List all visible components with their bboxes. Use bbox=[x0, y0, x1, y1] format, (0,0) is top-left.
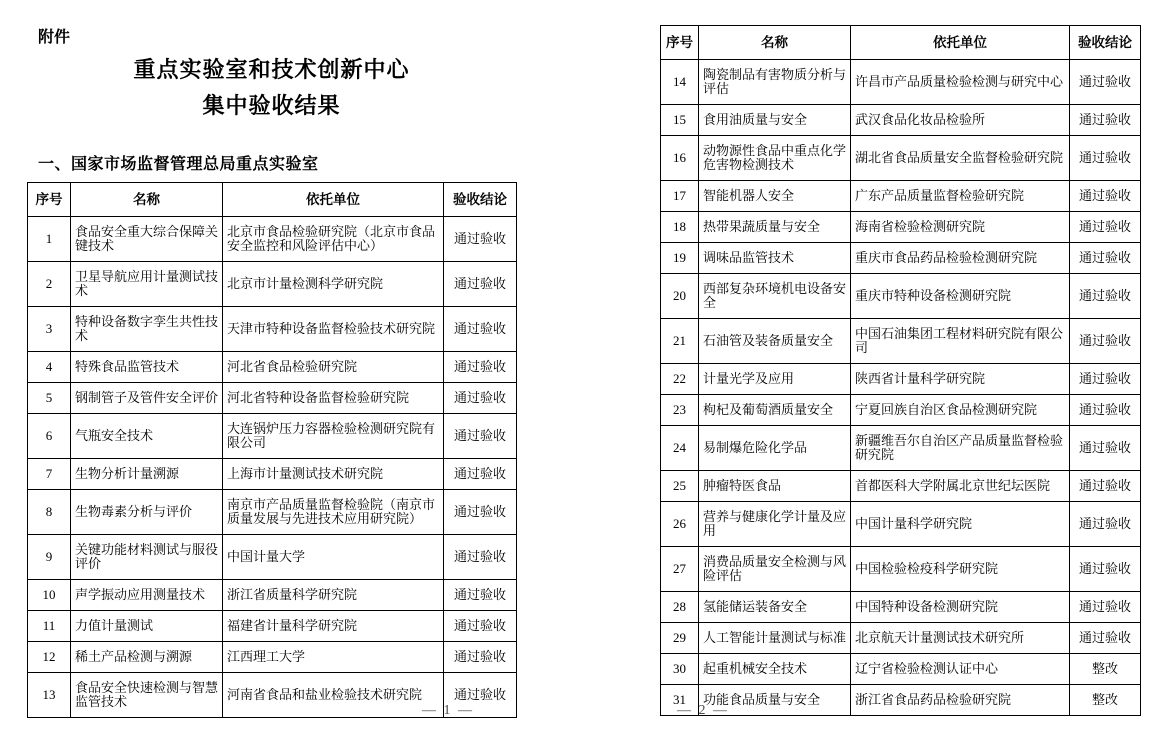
cell-no: 21 bbox=[661, 319, 699, 364]
document-title-line1: 重点实验室和技术创新中心 bbox=[133, 57, 410, 82]
cell-name: 肿瘤特医食品 bbox=[699, 471, 851, 502]
cell-no: 13 bbox=[28, 673, 71, 718]
table-row bbox=[661, 243, 1141, 274]
cell-no: 15 bbox=[661, 105, 699, 136]
section-heading: 一、国家市场监督管理总局重点实验室 bbox=[38, 156, 319, 173]
cell-result: 通过验收 bbox=[444, 307, 517, 352]
cell-no: 1 bbox=[28, 217, 71, 262]
cell-no: 17 bbox=[661, 181, 699, 212]
cell-name: 卫星导航应用计量测试技术 bbox=[71, 262, 223, 307]
cell-result: 通过验收 bbox=[1070, 502, 1141, 547]
header-result: 验收结论 bbox=[1070, 26, 1141, 60]
table-row bbox=[661, 181, 1141, 212]
cell-org: 广东产品质量监督检验研究院 bbox=[851, 181, 1070, 212]
cell-name: 声学振动应用测量技术 bbox=[71, 580, 223, 611]
cell-no: 24 bbox=[661, 426, 699, 471]
cell-result: 通过验收 bbox=[444, 414, 517, 459]
header-row bbox=[661, 26, 1141, 60]
cell-org: 大连锅炉压力容器检验检测研究院有限公司 bbox=[223, 414, 444, 459]
header-name: 名称 bbox=[699, 26, 851, 60]
cell-result: 通过验收 bbox=[444, 673, 517, 718]
cell-org: 浙江省质量科学研究院 bbox=[223, 580, 444, 611]
cell-no: 8 bbox=[28, 490, 71, 535]
document-title-line2: 集中验收结果 bbox=[202, 93, 341, 118]
cell-name: 稀土产品检测与溯源 bbox=[71, 642, 223, 673]
results-table-page2 bbox=[660, 25, 1141, 716]
table-row bbox=[28, 642, 517, 673]
cell-result: 通过验收 bbox=[444, 611, 517, 642]
cell-name: 力值计量测试 bbox=[71, 611, 223, 642]
header-org: 依托单位 bbox=[851, 26, 1070, 60]
cell-result: 通过验收 bbox=[444, 262, 517, 307]
table-row bbox=[661, 274, 1141, 319]
cell-no: 29 bbox=[661, 623, 699, 654]
cell-org: 陕西省计量科学研究院 bbox=[851, 364, 1070, 395]
cell-name: 消费品质量安全检测与风险评估 bbox=[699, 547, 851, 592]
cell-no: 5 bbox=[28, 383, 71, 414]
cell-result: 通过验收 bbox=[444, 490, 517, 535]
table-row bbox=[661, 426, 1141, 471]
cell-name: 计量光学及应用 bbox=[699, 364, 851, 395]
cell-no: 6 bbox=[28, 414, 71, 459]
cell-result: 通过验收 bbox=[1070, 364, 1141, 395]
table-row bbox=[28, 307, 517, 352]
cell-no: 3 bbox=[28, 307, 71, 352]
cell-org: 中国计量科学研究院 bbox=[851, 502, 1070, 547]
page-number-2: — 2 — bbox=[677, 703, 729, 718]
cell-org: 中国检验检疫科学研究院 bbox=[851, 547, 1070, 592]
cell-name: 特种设备数字孪生共性技术 bbox=[71, 307, 223, 352]
cell-result: 通过验收 bbox=[444, 217, 517, 262]
cell-result: 通过验收 bbox=[1070, 274, 1141, 319]
cell-result: 通过验收 bbox=[1070, 243, 1141, 274]
cell-org: 上海市计量测试技术研究院 bbox=[223, 459, 444, 490]
cell-result: 通过验收 bbox=[1070, 592, 1141, 623]
cell-no: 10 bbox=[28, 580, 71, 611]
cell-no: 9 bbox=[28, 535, 71, 580]
attachment-label: 附件 bbox=[38, 29, 71, 46]
table-row bbox=[661, 502, 1141, 547]
header-org: 依托单位 bbox=[223, 183, 444, 217]
cell-result: 整改 bbox=[1070, 685, 1141, 716]
results-table-page1 bbox=[27, 182, 517, 718]
table-row bbox=[28, 352, 517, 383]
cell-result: 通过验收 bbox=[1070, 212, 1141, 243]
header-no: 序号 bbox=[661, 26, 699, 60]
cell-org: 河北省特种设备监督检验研究院 bbox=[223, 383, 444, 414]
table-row bbox=[661, 60, 1141, 105]
cell-org: 南京市产品质量监督检验院（南京市质量发展与先进技术应用研究院） bbox=[223, 490, 444, 535]
cell-result: 通过验收 bbox=[1070, 105, 1141, 136]
table-row bbox=[661, 471, 1141, 502]
cell-name: 食品安全快速检测与智慧监管技术 bbox=[71, 673, 223, 718]
cell-org: 新疆维吾尔自治区产品质量监督检验研究院 bbox=[851, 426, 1070, 471]
table-row bbox=[661, 364, 1141, 395]
cell-org: 许昌市产品质量检验检测与研究中心 bbox=[851, 60, 1070, 105]
table-row bbox=[661, 592, 1141, 623]
cell-result: 通过验收 bbox=[1070, 623, 1141, 654]
cell-org: 河北省食品检验研究院 bbox=[223, 352, 444, 383]
cell-org: 北京市食品检验研究院（北京市食品安全监控和风险评估中心） bbox=[223, 217, 444, 262]
table-row bbox=[661, 105, 1141, 136]
cell-org: 重庆市特种设备检测研究院 bbox=[851, 274, 1070, 319]
table-row bbox=[661, 623, 1141, 654]
cell-name: 石油管及装备质量安全 bbox=[699, 319, 851, 364]
cell-no: 30 bbox=[661, 654, 699, 685]
document-title bbox=[27, 52, 516, 124]
header-result: 验收结论 bbox=[444, 183, 517, 217]
cell-name: 陶瓷制品有害物质分析与评估 bbox=[699, 60, 851, 105]
cell-name: 生物分析计量溯源 bbox=[71, 459, 223, 490]
cell-name: 枸杞及葡萄酒质量安全 bbox=[699, 395, 851, 426]
table-row bbox=[28, 580, 517, 611]
cell-org: 海南省检验检测研究院 bbox=[851, 212, 1070, 243]
cell-org: 宁夏回族自治区食品检测研究院 bbox=[851, 395, 1070, 426]
cell-no: 28 bbox=[661, 592, 699, 623]
cell-result: 通过验收 bbox=[1070, 395, 1141, 426]
cell-name: 钢制管子及管件安全评价 bbox=[71, 383, 223, 414]
cell-no: 19 bbox=[661, 243, 699, 274]
cell-no: 7 bbox=[28, 459, 71, 490]
table-row bbox=[28, 611, 517, 642]
cell-org: 中国石油集团工程材料研究院有限公司 bbox=[851, 319, 1070, 364]
cell-no: 26 bbox=[661, 502, 699, 547]
cell-name: 关键功能材料测试与服役评价 bbox=[71, 535, 223, 580]
cell-result: 通过验收 bbox=[1070, 319, 1141, 364]
cell-no: 31 bbox=[661, 685, 699, 716]
cell-no: 16 bbox=[661, 136, 699, 181]
cell-org: 中国计量大学 bbox=[223, 535, 444, 580]
cell-no: 23 bbox=[661, 395, 699, 426]
cell-no: 4 bbox=[28, 352, 71, 383]
cell-no: 18 bbox=[661, 212, 699, 243]
table-row bbox=[661, 319, 1141, 364]
header-no: 序号 bbox=[28, 183, 71, 217]
cell-no: 27 bbox=[661, 547, 699, 592]
table-row bbox=[28, 490, 517, 535]
header-name: 名称 bbox=[71, 183, 223, 217]
page-number-1: — 1 — bbox=[422, 703, 474, 718]
header-row bbox=[28, 183, 517, 217]
cell-org: 浙江省食品药品检验研究院 bbox=[851, 685, 1070, 716]
cell-name: 生物毒素分析与评价 bbox=[71, 490, 223, 535]
table-row bbox=[28, 217, 517, 262]
cell-result: 通过验收 bbox=[444, 459, 517, 490]
cell-name: 食用油质量与安全 bbox=[699, 105, 851, 136]
cell-result: 通过验收 bbox=[1070, 136, 1141, 181]
cell-name: 智能机器人安全 bbox=[699, 181, 851, 212]
cell-org: 北京航天计量测试技术研究所 bbox=[851, 623, 1070, 654]
cell-org: 北京市计量检测科学研究院 bbox=[223, 262, 444, 307]
cell-org: 江西理工大学 bbox=[223, 642, 444, 673]
table-row bbox=[28, 414, 517, 459]
cell-result: 通过验收 bbox=[1070, 471, 1141, 502]
cell-no: 25 bbox=[661, 471, 699, 502]
cell-name: 氢能储运装备安全 bbox=[699, 592, 851, 623]
table-row bbox=[661, 395, 1141, 426]
cell-org: 重庆市食品药品检验检测研究院 bbox=[851, 243, 1070, 274]
cell-name: 营养与健康化学计量及应用 bbox=[699, 502, 851, 547]
table-row bbox=[661, 654, 1141, 685]
cell-no: 14 bbox=[661, 60, 699, 105]
cell-result: 通过验收 bbox=[444, 642, 517, 673]
table-row bbox=[28, 535, 517, 580]
cell-org: 湖北省食品质量安全监督检验研究院 bbox=[851, 136, 1070, 181]
cell-org: 天津市特种设备监督检验技术研究院 bbox=[223, 307, 444, 352]
table-row bbox=[28, 459, 517, 490]
cell-name: 食品安全重大综合保障关键技术 bbox=[71, 217, 223, 262]
table-row bbox=[28, 383, 517, 414]
cell-result: 通过验收 bbox=[444, 352, 517, 383]
cell-result: 通过验收 bbox=[444, 580, 517, 611]
cell-result: 通过验收 bbox=[1070, 426, 1141, 471]
cell-name: 特殊食品监管技术 bbox=[71, 352, 223, 383]
cell-name: 西部复杂环境机电设备安全 bbox=[699, 274, 851, 319]
table-row bbox=[661, 136, 1141, 181]
cell-name: 调味品监管技术 bbox=[699, 243, 851, 274]
cell-result: 通过验收 bbox=[1070, 181, 1141, 212]
cell-no: 11 bbox=[28, 611, 71, 642]
cell-result: 通过验收 bbox=[1070, 60, 1141, 105]
cell-name: 人工智能计量测试与标准 bbox=[699, 623, 851, 654]
cell-no: 2 bbox=[28, 262, 71, 307]
cell-name: 功能食品质量与安全 bbox=[699, 685, 851, 716]
cell-no: 12 bbox=[28, 642, 71, 673]
table-row bbox=[661, 212, 1141, 243]
cell-no: 22 bbox=[661, 364, 699, 395]
table-row bbox=[28, 262, 517, 307]
cell-name: 气瓶安全技术 bbox=[71, 414, 223, 459]
cell-name: 热带果蔬质量与安全 bbox=[699, 212, 851, 243]
cell-name: 易制爆危险化学品 bbox=[699, 426, 851, 471]
cell-org: 武汉食品化妆品检验所 bbox=[851, 105, 1070, 136]
cell-name: 起重机械安全技术 bbox=[699, 654, 851, 685]
cell-org: 中国特种设备检测研究院 bbox=[851, 592, 1070, 623]
cell-org: 首都医科大学附属北京世纪坛医院 bbox=[851, 471, 1070, 502]
cell-result: 整改 bbox=[1070, 654, 1141, 685]
cell-result: 通过验收 bbox=[444, 535, 517, 580]
cell-result: 通过验收 bbox=[444, 383, 517, 414]
cell-org: 河南省食品和盐业检验技术研究院 bbox=[223, 673, 444, 718]
cell-org: 辽宁省检验检测认证中心 bbox=[851, 654, 1070, 685]
cell-result: 通过验收 bbox=[1070, 547, 1141, 592]
table-row bbox=[661, 547, 1141, 592]
cell-no: 20 bbox=[661, 274, 699, 319]
cell-name: 动物源性食品中重点化学危害物检测技术 bbox=[699, 136, 851, 181]
cell-org: 福建省计量科学研究院 bbox=[223, 611, 444, 642]
